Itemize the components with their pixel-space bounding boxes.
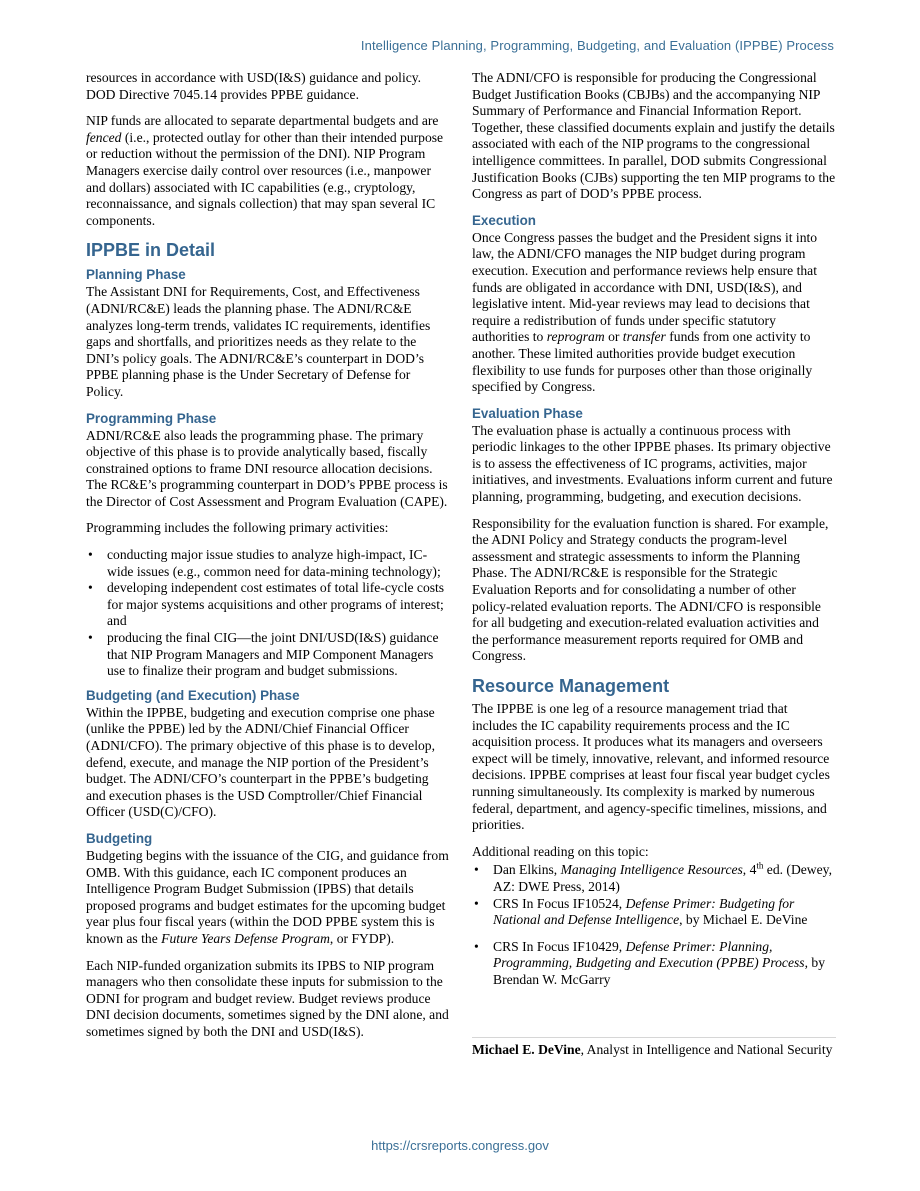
subheading-evaluation-phase: Evaluation Phase [472,405,583,421]
list-item: • Dan Elkins, Managing Intelligence Resources, 4th ed. (Dewey, AZ: DWE Press, 2014) [472,862,836,895]
paragraph-budgeting: Budgeting begins with the issuance of the CIG, and guidance from OMB. With this guidance, each IC component produces an Intelligence Program Budget Submission (IPBS) that details proposed programs and budget estimates for the upcoming budget year plus four fiscal years (within the DOD PPBE system this is known as the Future Years Defense Program, or FYDP). [86,847,449,946]
paragraph-programming-intro: Programming includes the following primary activities: [86,520,389,536]
paragraph-resource-management: The IPPBE is one leg of a resource management triad that includes the IC capability requirements process and the IC acquisition process. It produces what its managers and overseers expect will be timely, innovative, relevant, and informed resource decisions. IPPBE comprises at least four fiscal year budget cycles running simultaneously. Its complexity is marked by numerous federal, department, and agency-specific timelines, missions, and priorities. [472,701,830,833]
section-heading-resource-management: Resource Management [472,676,670,696]
author-role: , Analyst in Intelligence and National Security [580,1041,833,1057]
list-item: • developing independent cost estimates of total life-cycle costs for major systems acquisitions and other programs of interest; and [86,580,450,630]
section-heading-ippbe-in-detail: IPPBE in Detail [86,240,216,261]
list-item: • CRS In Focus IF10524, Defense Primer: Budgeting for National and Defense Intelligence, by Michael E. DeVine [472,896,836,929]
list-item: • conducting major issue studies to analyze high-impact, IC-wide issues (e.g., common need for data-mining technology); [86,547,450,580]
author-name: Michael E. DeVine [472,1041,581,1057]
paragraph-responsibility: Responsibility for the evaluation function is shared. For example, the ADNI Policy and Strategy conducts the program-level assessment and strategic assessments to inform the Planning Phase. The ADNI/RC&E is responsible for the Strategic Evaluation Reports and for consolidating a number of other policy-related evaluation reports. The ADNI/CFO is responsible for all budgeting and execution-related evaluation activities and the performance measurement reports required for OMB and Congress. [472,515,829,664]
list-item: • producing the final CIG—the joint DNI/USD(I&S) guidance that NIP Program Managers and MIP Component Managers use to finalize their program and budget submissions. [86,630,450,680]
paragraph-additional-reading: Additional reading on this topic: [472,843,649,859]
subheading-execution: Execution [472,212,536,228]
subheading-budgeting-execution-phase: Budgeting (and Execution) Phase [86,687,300,703]
programming-activities-list [86,547,450,680]
paragraph-programming: ADNI/RC&E also leads the programming phase. The primary objective of this phase is to provide analytically based, fiscally constrained options to frame DNI resource allocation decisions. The RC&E’s programming counterpart in DOD’s PPBE process is the Director of Cost Assessment and Program Evaluation (CAPE). [86,427,448,509]
additional-reading-list [472,862,836,988]
right-column [472,70,836,1058]
paragraph-planning: The Assistant DNI for Requirements, Cost, and Effectiveness (ADNI/RC&E) leads the planning phase. The ADNI/RC&E analyzes long-term trends, validates IC requirements, identifies gaps and shortfalls, and prioritizes needs as they relate to the DNI’s policy goals. The ADNI/RC&E’s counterpart in DOD’s PPBE planning phase is the Under Secretary of Defense for Policy. [86,284,431,399]
paragraph-nip-funded-organizations: Each NIP-funded organization submits its IPBS to NIP program managers who then consolidate these inputs for submission to the ODNI for program and budget review. Budget reviews produce DNI decision documents, sometimes signed by the DNI alone, and sometimes signed by both the DNI and USD(I&S). [86,957,449,1039]
subheading-planning-phase: Planning Phase [86,267,186,283]
subheading-budgeting: Budgeting [86,830,153,846]
paragraph-nip-funds: NIP funds are allocated to separate departmental budgets and are fenced (i.e., protected outlay for other than their intended purpose or reduction without the permission of the DNI). NIP Program Managers exercise daily control over resources (i.e., manpower and dollars) associated with IC capabilities (e.g., cryptology, reconnaissance, and signals collection) that may span several IC components. [86,113,444,228]
left-column [86,70,450,1051]
paragraph-continued: resources in accordance with USD(I&S) guidance and policy. DOD Directive 7045.14 provides PPBE guidance. [86,70,422,102]
list-item: • CRS In Focus IF10429, Defense Primer: Planning, Programming, Budgeting and Execution (PPBE) Process, by Brendan W. McGarry [472,939,836,989]
running-header: Intelligence Planning, Programming, Budgeting, and Evaluation (IPPBE) Process [360,38,834,53]
paragraph-budgeting-execution: Within the IPPBE, budgeting and execution comprise one phase (unlike the PPBE) led by the ADNI/Chief Financial Officer (ADNI/CFO). The primary objective of this phase is to develop, defend, execute, and manage the NIP portion of the President’s budget. The ADNI/CFO’s counterpart in the PPBE’s budgeting and execution phases is the USD Comptroller/Chief Financial Officer (USD(C)/CFO). [86,704,435,820]
author-line [472,1037,836,1059]
paragraph-execution: Once Congress passes the budget and the President signs it into law, the ADNI/CFO manages the NIP budget during program execution. Execution and performance reviews help ensure that funds are obligated in accordance with DNI, USD(I&S), and legislative intent. Mid-year reviews may lead to decisions that require a redistribution of funds under specific statutory authorities to reprogram or transfer funds from one activity to another. These limited authorities provide budget execution flexibility to use funds for purposes other than those originally specified by Congress. [472,229,818,395]
subheading-programming-phase: Programming Phase [86,410,217,426]
paragraph-cfo: The ADNI/CFO is responsible for producing the Congressional Budget Justification Books (CBJBs) and the accompanying NIP Summary of Performance and Financial Information Report. Together, these classified documents explain and justify the details associated with each of the NIP programs to the congressional intelligence committees. In parallel, DOD submits Congressional Justification Books (CJBs) supporting the ten MIP programs to the Congress as part of DOD’s PPBE process. [472,70,836,202]
footer-url[interactable]: https://crsreports.congress.gov [371,1138,549,1153]
paragraph-evaluation: The evaluation phase is actually a continuous process with periodic linkages to the other IPPBE phases. Its primary objective is to assess the effectiveness of IC programs, activities, major initiatives, and investments. Evaluations inform current and future planning, programming, budgeting, and execution decisions. [472,422,833,505]
